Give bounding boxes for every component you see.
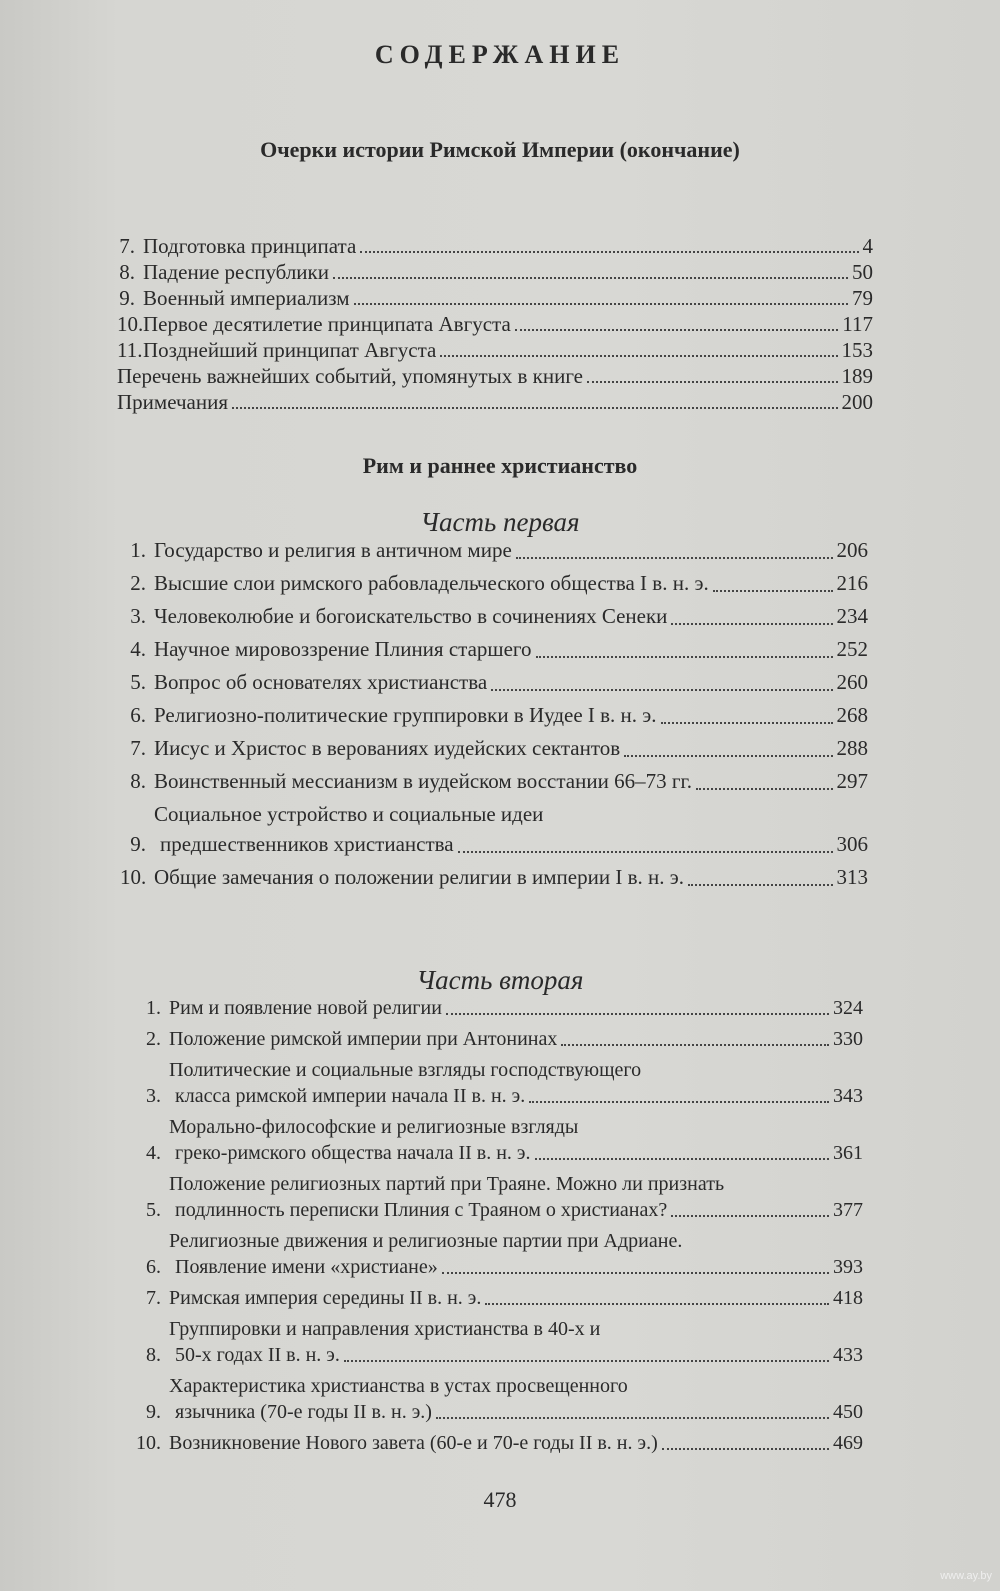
dot-leader bbox=[442, 1272, 829, 1274]
entry-title-line2-row bbox=[169, 1254, 863, 1280]
entry-title: Религиозно-политические группировки в Иудее I в. н. э. bbox=[154, 703, 657, 727]
entry-title-line1: Характеристика христианства в устах просвещенного bbox=[169, 1375, 628, 1397]
entry-number: 10. bbox=[117, 312, 144, 336]
dot-leader bbox=[529, 1101, 829, 1103]
entry-text-block bbox=[169, 1316, 863, 1368]
entry-number: 8. bbox=[119, 260, 135, 284]
entry-number: 6. bbox=[130, 703, 146, 727]
entry-title: Позднейший принципат Августа bbox=[143, 338, 437, 362]
entry-title: Воинственный мессианизм в иудейском восстании 66–73 гг. bbox=[154, 769, 692, 793]
entry-number: 7. bbox=[146, 1287, 161, 1309]
page-ref: 200 bbox=[841, 390, 873, 414]
page-number: 478 bbox=[483, 1487, 517, 1512]
entry-title: Иисус и Христос в верованиях иудейских сектантов bbox=[154, 736, 621, 760]
page-ref: 50 bbox=[852, 260, 873, 284]
toc-entry bbox=[135, 1316, 863, 1368]
entry-title: язычника (70-е годы II в. н. э.) bbox=[175, 1401, 432, 1423]
entry-text-block bbox=[154, 799, 868, 859]
page-ref: 377 bbox=[833, 1199, 863, 1221]
dot-leader bbox=[536, 656, 833, 658]
page-ref: 252 bbox=[836, 637, 868, 661]
dot-leader bbox=[661, 722, 833, 724]
page-ref: 297 bbox=[836, 769, 868, 793]
entry-title-line2-row bbox=[169, 1342, 863, 1368]
entry-number: 10. bbox=[120, 865, 147, 889]
page-ref: 450 bbox=[833, 1401, 863, 1423]
toc-entry bbox=[120, 535, 868, 565]
entry-title: Первое десятилетие принципата Августа bbox=[143, 312, 511, 336]
toc-entry bbox=[135, 1228, 863, 1280]
entry-title: класса римской империи начала II в. н. э. bbox=[175, 1085, 526, 1107]
entry-number: 9. bbox=[119, 286, 135, 310]
entry-text-block bbox=[169, 1114, 863, 1166]
toc-entry bbox=[135, 1057, 863, 1109]
toc-entry bbox=[117, 285, 873, 311]
page-ref: 469 bbox=[833, 1432, 863, 1454]
entry-title: Рим и появление новой религии bbox=[169, 997, 442, 1019]
page-ref: 343 bbox=[833, 1085, 863, 1107]
entry-number: 9. bbox=[146, 1401, 161, 1423]
toc-entry bbox=[120, 766, 868, 796]
page-ref: 260 bbox=[836, 670, 868, 694]
section1-heading: Очерки истории Римской Империи (окончание) bbox=[260, 137, 740, 162]
entry-title-line2-row bbox=[169, 1399, 863, 1425]
dot-leader bbox=[535, 1158, 829, 1160]
entry-number: 8. bbox=[130, 769, 146, 793]
toc-entry bbox=[135, 1285, 863, 1311]
toc-entry bbox=[120, 601, 868, 631]
entry-title: подлинность переписки Плиния с Траяном о христианах? bbox=[175, 1199, 668, 1221]
toc-entry bbox=[120, 733, 868, 763]
page-ref: 216 bbox=[836, 571, 868, 595]
entry-number: 5. bbox=[130, 670, 146, 694]
toc-entry bbox=[120, 568, 868, 598]
entry-title: Вопрос об основателях христианства bbox=[154, 670, 488, 694]
section1-toc bbox=[117, 233, 873, 415]
toc-entry bbox=[117, 389, 873, 415]
toc-entry bbox=[120, 634, 868, 664]
page-ref: 153 bbox=[841, 338, 873, 362]
dot-leader bbox=[624, 755, 832, 757]
entry-title: Положение римской империи при Антонинах bbox=[169, 1028, 558, 1050]
entry-text-block bbox=[169, 1373, 863, 1425]
page-ref: 288 bbox=[836, 736, 868, 760]
contents-title: СОДЕРЖАНИЕ bbox=[374, 40, 626, 69]
page-ref: 268 bbox=[836, 703, 868, 727]
dot-leader bbox=[561, 1044, 829, 1046]
dot-leader bbox=[671, 1215, 829, 1217]
part2-heading: Часть вторая bbox=[416, 965, 584, 995]
page-ref: 234 bbox=[836, 604, 868, 628]
entry-title: Подготовка принципата bbox=[143, 234, 357, 258]
entry-number: 10. bbox=[136, 1432, 161, 1454]
dot-leader bbox=[515, 329, 838, 331]
dot-leader bbox=[696, 788, 833, 790]
page-ref: 313 bbox=[836, 865, 868, 889]
dot-leader bbox=[344, 1360, 829, 1362]
section2-heading: Рим и раннее христианство bbox=[362, 453, 638, 478]
entry-title: Общие замечания о положении религии в империи I в. н. э. bbox=[154, 865, 685, 889]
toc-entry bbox=[117, 233, 873, 259]
entry-text-block bbox=[169, 1057, 863, 1109]
page-ref: 306 bbox=[836, 832, 868, 856]
entry-number: 1. bbox=[146, 997, 161, 1019]
entry-title-line2-row bbox=[154, 829, 868, 859]
entry-number: 5. bbox=[146, 1199, 161, 1221]
entry-title: Государство и религия в античном мире bbox=[154, 538, 512, 562]
entry-number: 2. bbox=[146, 1028, 161, 1050]
entry-number: 6. bbox=[146, 1256, 161, 1278]
entry-title-line1: Морально-философские и религиозные взгляды bbox=[169, 1116, 579, 1138]
toc-entry bbox=[135, 1026, 863, 1052]
page-ref: 206 bbox=[836, 538, 868, 562]
dot-leader bbox=[662, 1448, 829, 1450]
page-ref: 330 bbox=[833, 1028, 863, 1050]
entry-number: 7. bbox=[119, 234, 135, 258]
dot-leader bbox=[446, 1013, 829, 1015]
dot-leader bbox=[436, 1417, 829, 1419]
entry-number: 4. bbox=[130, 637, 146, 661]
entry-title: Перечень важнейших событий, упомянутых в книге bbox=[117, 364, 583, 388]
toc-entry bbox=[135, 1171, 863, 1223]
entry-number: 4. bbox=[146, 1142, 161, 1164]
dot-leader bbox=[360, 251, 858, 253]
entry-title-line2-row bbox=[169, 1140, 863, 1166]
entry-text-block bbox=[169, 1171, 863, 1223]
toc-entry bbox=[135, 1430, 863, 1456]
entry-text-block bbox=[169, 1228, 863, 1280]
dot-leader bbox=[516, 557, 833, 559]
entry-title: Научное мировоззрение Плиния старшего bbox=[154, 637, 532, 661]
entry-number: 2. bbox=[130, 571, 146, 595]
entry-title: Появление имени «христиане» bbox=[175, 1256, 438, 1278]
page-ref: 393 bbox=[833, 1256, 863, 1278]
entry-title-line2-row bbox=[169, 1083, 863, 1109]
entry-title: 50-х годах II в. н. э. bbox=[175, 1344, 340, 1366]
dot-leader bbox=[713, 590, 833, 592]
entry-title: Примечания bbox=[117, 390, 229, 414]
toc-entry bbox=[117, 311, 873, 337]
dot-leader bbox=[232, 407, 837, 409]
entry-title: предшественников христианства bbox=[160, 832, 454, 856]
dot-leader bbox=[587, 381, 838, 383]
page-ref: 418 bbox=[833, 1287, 863, 1309]
toc-entry bbox=[120, 862, 868, 892]
toc-entry bbox=[120, 667, 868, 697]
toc-entry bbox=[117, 337, 873, 363]
entry-title: Военный империализм bbox=[143, 286, 350, 310]
toc-entry bbox=[117, 363, 873, 389]
toc-entry bbox=[135, 1114, 863, 1166]
part2-toc bbox=[135, 995, 863, 1461]
dot-leader bbox=[458, 851, 833, 853]
page-ref: 117 bbox=[842, 312, 873, 336]
dot-leader bbox=[354, 303, 849, 305]
entry-title: Высшие слои римского рабовладельческого общества I в. н. э. bbox=[154, 571, 709, 595]
entry-title: Возникновение Нового завета (60-е и 70-е годы II в. н. э.) bbox=[169, 1432, 658, 1454]
part1-heading: Часть первая bbox=[420, 507, 580, 537]
entry-title-line1: Группировки и направления христианства в 40-х и bbox=[169, 1318, 601, 1340]
dot-leader bbox=[688, 884, 832, 886]
toc-entry bbox=[120, 799, 868, 859]
entry-title: греко-римского общества начала II в. н. э. bbox=[175, 1142, 531, 1164]
dot-leader bbox=[491, 689, 832, 691]
entry-title: Римская империя середины II в. н. э. bbox=[169, 1287, 482, 1309]
entry-title-line2-row bbox=[169, 1197, 863, 1223]
entry-number: 1. bbox=[130, 538, 146, 562]
entry-title: Человеколюбие и богоискательство в сочинениях Сенеки bbox=[154, 604, 668, 628]
page-ref: 324 bbox=[833, 997, 863, 1019]
page-ref: 433 bbox=[833, 1344, 863, 1366]
toc-entry bbox=[120, 700, 868, 730]
entry-title-line1: Социальное устройство и социальные идеи bbox=[154, 802, 544, 826]
toc-entry bbox=[117, 259, 873, 285]
watermark: www.ay.by bbox=[940, 1570, 992, 1582]
dot-leader bbox=[485, 1303, 829, 1305]
entry-title-line1: Политические и социальные взгляды господствующего bbox=[169, 1059, 642, 1081]
dot-leader bbox=[440, 355, 837, 357]
entry-number: 11. bbox=[117, 338, 143, 362]
entry-title-line1: Религиозные движения и религиозные партии при Адриане. bbox=[169, 1230, 683, 1252]
dot-leader bbox=[333, 277, 848, 279]
toc-entry bbox=[135, 1373, 863, 1425]
entry-number: 3. bbox=[146, 1085, 161, 1107]
entry-number: 3. bbox=[130, 604, 146, 628]
entry-number: 9. bbox=[130, 832, 146, 856]
entry-number: 7. bbox=[130, 736, 146, 760]
part1-toc bbox=[120, 535, 868, 895]
toc-entry bbox=[135, 995, 863, 1021]
entry-title-line1: Положение религиозных партий при Траяне. Можно ли признать bbox=[169, 1173, 725, 1195]
page-ref: 79 bbox=[852, 286, 873, 310]
entry-number: 8. bbox=[146, 1344, 161, 1366]
entry-title: Падение республики bbox=[143, 260, 329, 284]
dot-leader bbox=[671, 623, 832, 625]
page-ref: 361 bbox=[833, 1142, 863, 1164]
page-ref: 4 bbox=[862, 234, 873, 258]
page-ref: 189 bbox=[841, 364, 873, 388]
